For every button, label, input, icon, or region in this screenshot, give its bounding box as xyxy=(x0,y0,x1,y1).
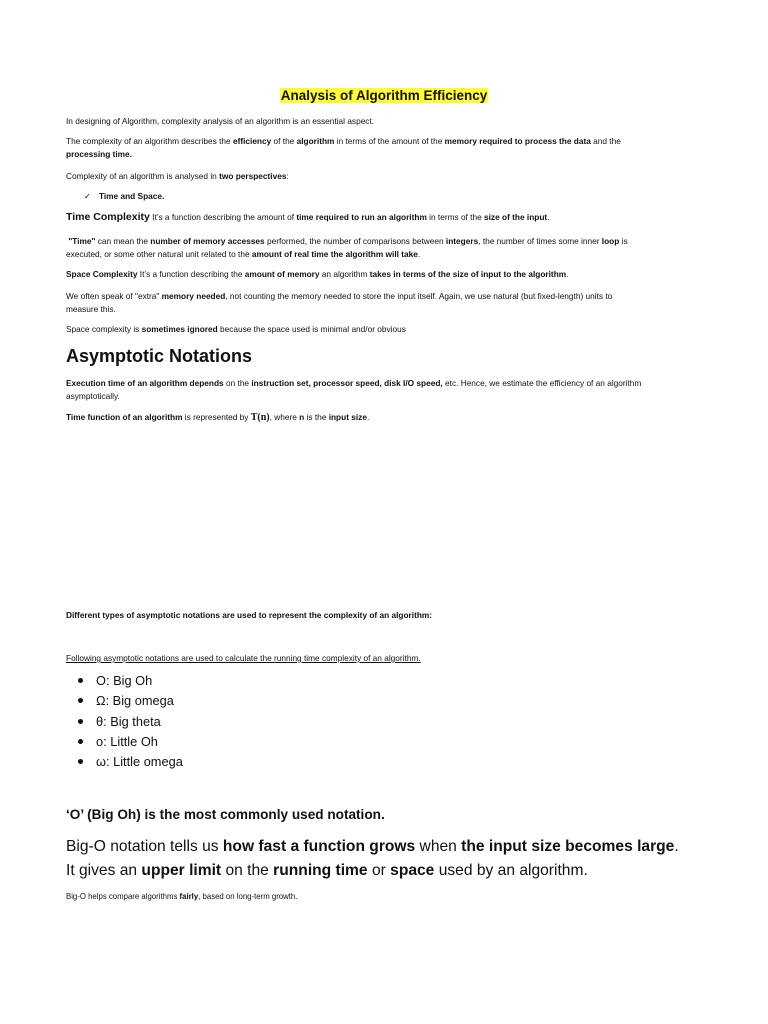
space-complexity-paragraph: Space Complexity It’s a function describing the amount of memory an algorithm takes in terms of the size of input to the algorithm. xyxy=(66,269,569,279)
perspectives-paragraph: Complexity of an algorithm is analysed in two perspectives: xyxy=(66,171,289,181)
extra-memory-paragraph: We often speak of "extra" memory needed, not counting the memory needed to store the input itself. Again, we use natural (but fixed-length) units to measure this. xyxy=(66,291,613,314)
list-item: Ω: Big omega xyxy=(78,691,183,711)
bullet-icon xyxy=(78,678,83,683)
intro-paragraph: In designing of Algorithm, complexity analysis of an algorithm is an essential aspect. xyxy=(66,116,375,126)
highlighted-title: Analysis of Algorithm Efficiency xyxy=(280,88,488,103)
document-title xyxy=(0,87,768,105)
time-complexity-label: Time Complexity xyxy=(66,211,150,223)
bullet-icon xyxy=(78,759,83,764)
bullet-icon xyxy=(78,698,83,703)
bullet-icon xyxy=(78,739,83,744)
complexity-definition-paragraph: The complexity of an algorithm describes the efficiency of the algorithm in terms of the amount of the memory required to process the data and the processing time. xyxy=(66,136,621,159)
list-item: θ: Big theta xyxy=(78,712,183,732)
list-item: o: Little Oh xyxy=(78,732,183,752)
big-o-upper-limit-line: It gives an upper limit on the running time or space used by an algorithm. xyxy=(66,862,588,879)
time-function-paragraph: Time function of an algorithm is represented by T(n), where n is the input size. xyxy=(66,412,370,423)
bullet-icon xyxy=(78,719,83,724)
space-ignored-paragraph: Space complexity is sometimes ignored because the space used is minimal and/or obvious xyxy=(66,324,406,334)
notations-list xyxy=(78,671,183,772)
asymptotic-notations-heading: Asymptotic Notations xyxy=(66,346,253,366)
execution-time-paragraph: Execution time of an algorithm depends on the instruction set, processor speed, disk I/O speed, etc. Hence, we estimate the efficiency of an algorithm asymptotically. xyxy=(66,378,642,401)
different-types-paragraph: Different types of asymptotic notations are used to represent the complexity of an algorithm: xyxy=(66,610,433,620)
checklist-item: ✓ Time and Space. xyxy=(84,191,165,201)
checkmark-icon: ✓ xyxy=(84,191,91,201)
following-notations-paragraph: Following asymptotic notations are used to calculate the running time complexity of an algorithm. xyxy=(66,653,421,663)
big-oh-heading: ‘O’ (Big Oh) is the most commonly used notation. xyxy=(66,807,385,822)
list-item: O: Big Oh xyxy=(78,671,183,691)
list-item: ω: Little omega xyxy=(78,752,183,772)
time-meaning-paragraph: "Time" can mean the number of memory accesses performed, the number of comparisons between integers, the number of times some inner loop is executed, or some other natural unit related to the amount of real time the algorithm will take. xyxy=(66,236,628,259)
big-o-growth-line: Big-O notation tells us how fast a function grows when the input size becomes large. xyxy=(66,838,679,855)
big-o-compare-line: Big-O helps compare algorithms fairly, based on long-term growth. xyxy=(66,892,298,901)
time-complexity-paragraph: Time Complexity It’s a function describing the amount of time required to run an algorithm in terms of the size of the input. xyxy=(66,211,550,223)
space-complexity-label: Space Complexity xyxy=(66,269,138,279)
